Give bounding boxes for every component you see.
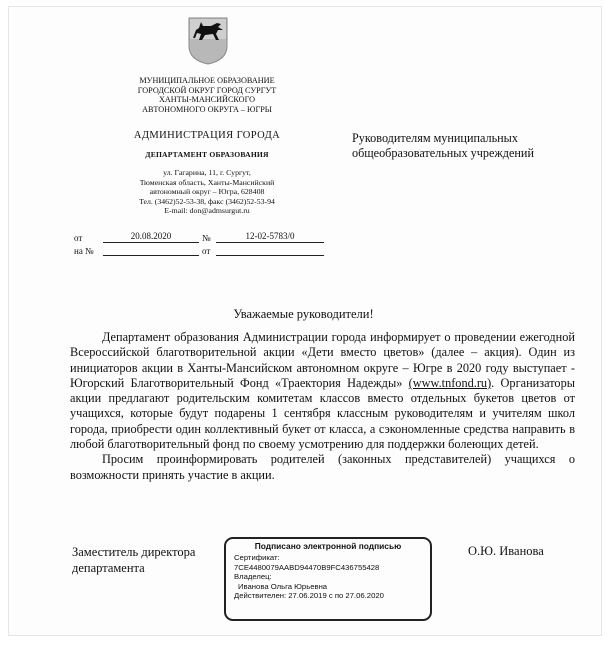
paragraph-1-end: . Организаторы акции предлагают родительским комитетам классов вместо отдельных букетов цветов от учащихся, которые будут подарены 1 сентября классным руководителям и учителям школ города, приобрести один коллективный букет от класса, а сэкономленные средства направить в любой благотворительный фонд по своему усмотрению для поддержки болеющих детей. bbox=[70, 375, 575, 452]
from-label: от bbox=[74, 233, 83, 243]
municipality-line: ГОРОДСКОЙ ОКРУГ ГОРОД СУРГУТ bbox=[137, 85, 277, 95]
email-line: E-mail: don@admsurgut.ru bbox=[164, 206, 250, 216]
reply-to-label: на № bbox=[74, 246, 94, 256]
electronic-signature-stamp bbox=[224, 537, 432, 621]
paragraph-1-text: Департамент образования Администрации города информирует о проведении ежегодной Всероссийской благотворительной акции «Дети вместо цветов» (далее – акция). Один из инициаторов акции в Ханты-Мансийском автономном округе – Югре в 2020 году выступает - Югорский Благотворительный Фонд «Траектория Надежды» bbox=[70, 330, 575, 390]
address-line: автономный округ – Югра, 628408 bbox=[149, 187, 265, 197]
letter-body bbox=[70, 330, 575, 483]
validity-period: Действителен: 27.06.2019 с по 27.06.2020 bbox=[234, 591, 384, 601]
certificate-label: Сертификат: bbox=[234, 553, 280, 563]
municipality-line: МУНИЦИПАЛЬНОЕ ОБРАЗОВАНИЕ bbox=[139, 76, 275, 85]
owner-name: Иванова Ольга Юрьевна bbox=[238, 581, 328, 591]
department-address bbox=[98, 168, 316, 216]
administration-title: АДМИНИСТРАЦИЯ ГОРОДА bbox=[133, 130, 281, 141]
recipient-block bbox=[352, 131, 572, 161]
address-line: Тел. (3462)52-53-38, факс (3462)52-53-94 bbox=[139, 196, 275, 206]
signatory-position bbox=[72, 544, 195, 576]
recipient-line: Руководителям муниципальных bbox=[352, 131, 518, 145]
number-label: № bbox=[202, 233, 211, 243]
stamp-title: Подписано электронной подписью bbox=[254, 541, 402, 551]
reply-from-label: от bbox=[202, 246, 211, 256]
fund-website-link[interactable]: (www.tnfond.ru) bbox=[408, 375, 492, 390]
department-title: ДЕПАРТАМЕНТ ОБРАЗОВАНИЯ bbox=[145, 150, 269, 159]
address-line: Тюменская область, Ханты-Мансийский bbox=[139, 177, 275, 187]
position-line: Заместитель директора bbox=[72, 545, 196, 559]
municipality-line: ХАНТЫ-МАНСИЙСКОГО bbox=[158, 95, 256, 104]
letter-number: 12-02-5783/0 bbox=[216, 231, 324, 243]
reply-to-number bbox=[103, 244, 199, 256]
paragraph-1 bbox=[70, 330, 575, 452]
reply-from-date bbox=[216, 244, 324, 256]
position-line: департамента bbox=[72, 561, 145, 575]
greeting: Уважаемые руководители! bbox=[233, 307, 374, 321]
recipient-line: общеобразовательных учреждений bbox=[352, 146, 534, 160]
owner-label: Владелец: bbox=[234, 572, 272, 582]
surgut-coat-of-arms-icon bbox=[187, 16, 229, 66]
paragraph-2: Просим проинформировать родителей (законных представителей) учащихся о возможности принять участие в акции. bbox=[70, 452, 575, 482]
municipality-line: АВТОНОМНОГО ОКРУГА – ЮГРЫ bbox=[142, 104, 272, 114]
municipality-header bbox=[102, 76, 312, 114]
letter-date: 20.08.2020 bbox=[103, 231, 199, 243]
address-line: ул. Гагарина, 11, г. Сургут, bbox=[163, 168, 251, 177]
signatory-name: О.Ю. Иванова bbox=[468, 544, 544, 558]
certificate-number: 7CE4480079AABD94470B9FC436755428 bbox=[234, 562, 380, 572]
